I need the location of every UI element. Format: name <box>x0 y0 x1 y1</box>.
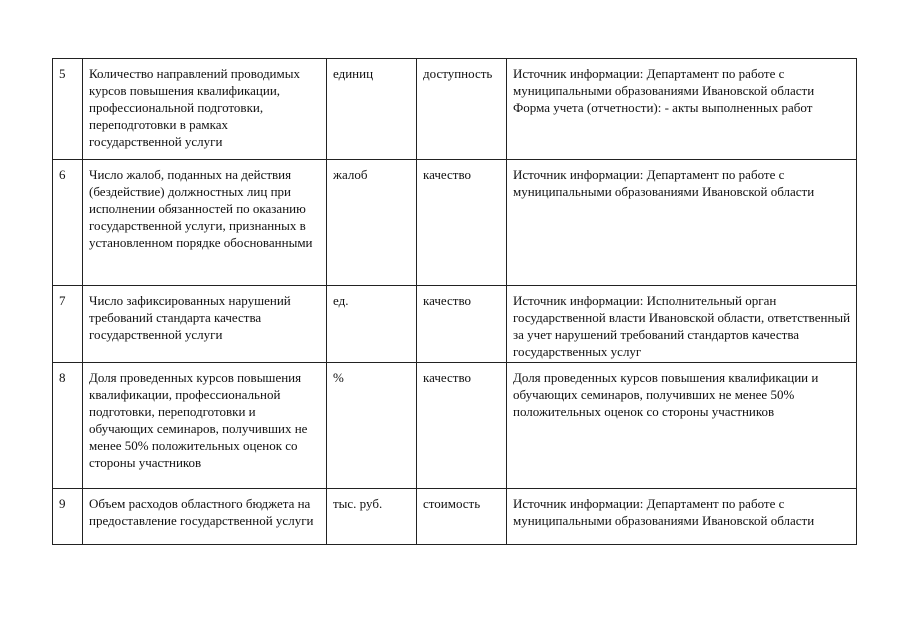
row-number: 6 <box>53 160 83 286</box>
source-cell <box>507 59 857 160</box>
indicator-name: Количество направлений проводимых курсов повышения квалификации, профессиональной подготовки, переподготовки в рамках государственной услуги <box>83 59 327 160</box>
table-row <box>53 286 857 363</box>
indicator-name: Число зафиксированных нарушений требований стандарта качества государственной услуги <box>83 286 327 363</box>
indicators-table <box>52 58 857 545</box>
unit-cell: % <box>327 363 417 489</box>
indicator-type: стоимость <box>417 489 507 545</box>
row-number: 5 <box>53 59 83 160</box>
indicator-name: Число жалоб, поданных на действия (бездействие) должностных лиц при исполнении обязанностей по оказанию государственной услуги, признанных в установленном порядке обоснованными <box>83 160 327 286</box>
source-cell: Источник информации: Департамент по работе с муниципальными образованиями Ивановской области <box>507 489 857 545</box>
unit-cell: тыс. руб. <box>327 489 417 545</box>
indicator-name: Доля проведенных курсов повышения квалификации, профессиональной подготовки, переподготовки и обучающих семинаров, получивших не менее 50% положительных оценок со стороны участников <box>83 363 327 489</box>
row-number: 7 <box>53 286 83 363</box>
indicator-type: качество <box>417 363 507 489</box>
table-row <box>53 489 857 545</box>
reporting-form-text: Форма учета (отчетности): - акты выполненных работ <box>513 100 813 115</box>
table-row <box>53 160 857 286</box>
indicator-name: Объем расходов областного бюджета на предоставление государственной услуги <box>83 489 327 545</box>
row-number: 8 <box>53 363 83 489</box>
indicator-type: качество <box>417 160 507 286</box>
indicator-type: доступность <box>417 59 507 160</box>
unit-cell: ед. <box>327 286 417 363</box>
row-number: 9 <box>53 489 83 545</box>
source-cell: Доля проведенных курсов повышения квалификации и обучающих семинаров, получивших не менее 50% положительных оценок со стороны участников <box>507 363 857 489</box>
unit-cell: жалоб <box>327 160 417 286</box>
source-text: Источник информации: Департамент по работе с муниципальными образованиями Ивановской области <box>513 66 815 98</box>
unit-cell: единиц <box>327 59 417 160</box>
source-cell: Источник информации: Исполнительный орган государственной власти Ивановской области, ответственный за учет нарушений требований стандартов качества государственных услуг <box>507 286 857 363</box>
source-cell: Источник информации: Департамент по работе с муниципальными образованиями Ивановской области <box>507 160 857 286</box>
table-row <box>53 363 857 489</box>
table-row <box>53 59 857 160</box>
indicator-type: качество <box>417 286 507 363</box>
